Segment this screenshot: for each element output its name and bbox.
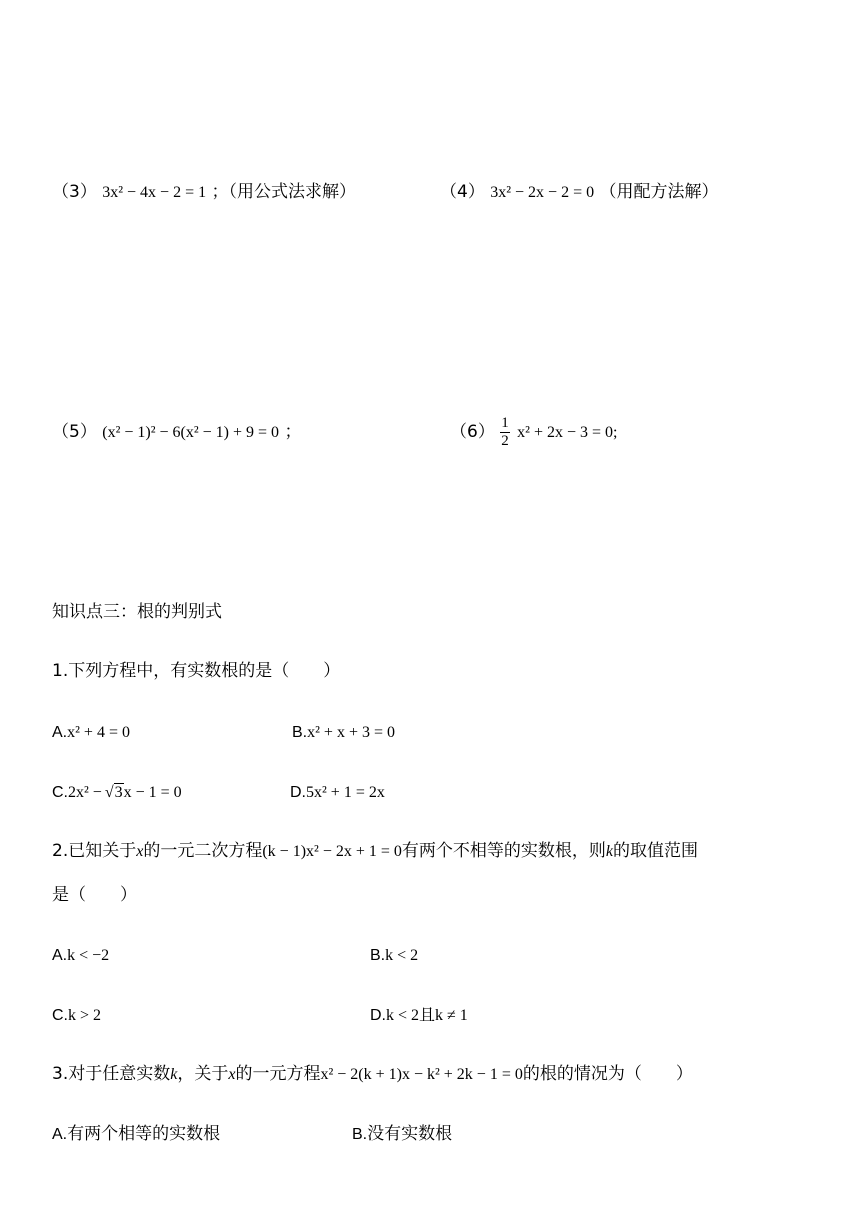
- question-1-option-a: [52, 720, 130, 745]
- question-1-option-c: C.2x² − √3x − 1 = 0: [52, 784, 182, 801]
- problem-3-label: （3）: [52, 182, 97, 202]
- problem-4: [440, 180, 719, 205]
- problem-3-equation: 3x² − 4x − 2 = 1: [102, 184, 207, 201]
- option-letter: B.: [352, 1126, 368, 1143]
- option-letter: D.: [290, 784, 306, 801]
- option-text: k < 2且k ≠ 1: [386, 1007, 468, 1024]
- option-letter: B.: [292, 724, 308, 741]
- problem-5-label: （5）: [52, 422, 97, 442]
- question-3-stem: [52, 1062, 693, 1087]
- section-title: 知识点三：根的判别式: [52, 602, 222, 622]
- variable-k: k: [605, 843, 613, 860]
- question-3-option-a: [52, 1122, 220, 1147]
- variable-k: k: [170, 1066, 178, 1083]
- problem-6: [450, 414, 617, 451]
- stem-text: 3.对于任意实数: [52, 1064, 171, 1084]
- problem-6-label: （6）: [450, 422, 495, 442]
- fraction-numerator: 1: [501, 414, 509, 431]
- option-text: 5x² + 1 = 2x: [306, 784, 385, 801]
- option-text-pre: 2x² −: [68, 784, 102, 801]
- variable-x: x: [228, 1066, 236, 1083]
- stem-text: 有两个不相等的实数根，则: [401, 841, 606, 861]
- question-2-option-c: [52, 1003, 101, 1028]
- option-text: 没有实数根: [367, 1124, 453, 1144]
- question-3-option-b: [352, 1122, 452, 1147]
- option-text-post: x − 1 = 0: [123, 784, 182, 801]
- question-2-option-d: [370, 1003, 468, 1028]
- problem-6-equation: x² + 2x − 3 = 0;: [517, 424, 618, 441]
- option-text: x² + x + 3 = 0: [307, 724, 395, 741]
- sqrt-radicand: 3: [114, 784, 123, 801]
- problem-3-instruction: ；（用公式法求解）: [211, 182, 357, 202]
- problem-4-equation: 3x² − 2x − 2 = 0: [490, 184, 595, 201]
- question-2-stem-line1: [52, 839, 698, 864]
- option-text: 有两个相等的实数根: [67, 1124, 221, 1144]
- option-letter: C.: [52, 784, 68, 801]
- question-3-equation: x² − 2(k + 1)x − k² + 2k − 1 = 0: [320, 1066, 523, 1083]
- option-text: k < 2: [385, 947, 419, 964]
- problem-4-label: （4）: [440, 182, 485, 202]
- question-1-option-d: [290, 780, 385, 805]
- option-text: k > 2: [68, 1007, 102, 1024]
- stem-text: 的根的情况为（ ）: [522, 1064, 693, 1084]
- fraction-denominator: 2: [501, 432, 509, 449]
- question-1-stem: 1.下列方程中，有实数根的是（ ）: [52, 661, 341, 681]
- problem-4-instruction: （用配方法解）: [599, 182, 719, 202]
- stem-text: 的一元方程: [235, 1064, 321, 1084]
- problem-3: [52, 180, 356, 205]
- question-2-equation: (k − 1)x² − 2x + 1 = 0: [262, 843, 402, 860]
- problem-5-equation: (x² − 1)² − 6(x² − 1) + 9 = 0: [102, 424, 280, 441]
- stem-text: 2.已知关于: [52, 841, 137, 861]
- stem-text: 的一元二次方程: [143, 841, 263, 861]
- option-letter: C.: [52, 1007, 68, 1024]
- stem-text: ，关于: [177, 1064, 229, 1084]
- option-letter: B.: [370, 947, 386, 964]
- question-2-option-b: [370, 943, 418, 968]
- option-text: x² + 4 = 0: [67, 724, 130, 741]
- question-2-stem-line2: 是（ ）: [52, 885, 137, 905]
- question-1-option-b: [292, 720, 395, 745]
- option-letter: D.: [370, 1007, 386, 1024]
- option-letter: A.: [52, 947, 68, 964]
- option-letter: A.: [52, 724, 68, 741]
- stem-text: 的取值范围: [613, 841, 698, 861]
- option-letter: A.: [52, 1126, 68, 1143]
- variable-x: x: [136, 843, 144, 860]
- problem-6-fraction: [500, 415, 510, 450]
- option-text: k < −2: [67, 947, 110, 964]
- question-2-option-a: [52, 943, 109, 968]
- problem-5-punct: ；: [284, 422, 302, 442]
- problem-5: [52, 420, 301, 445]
